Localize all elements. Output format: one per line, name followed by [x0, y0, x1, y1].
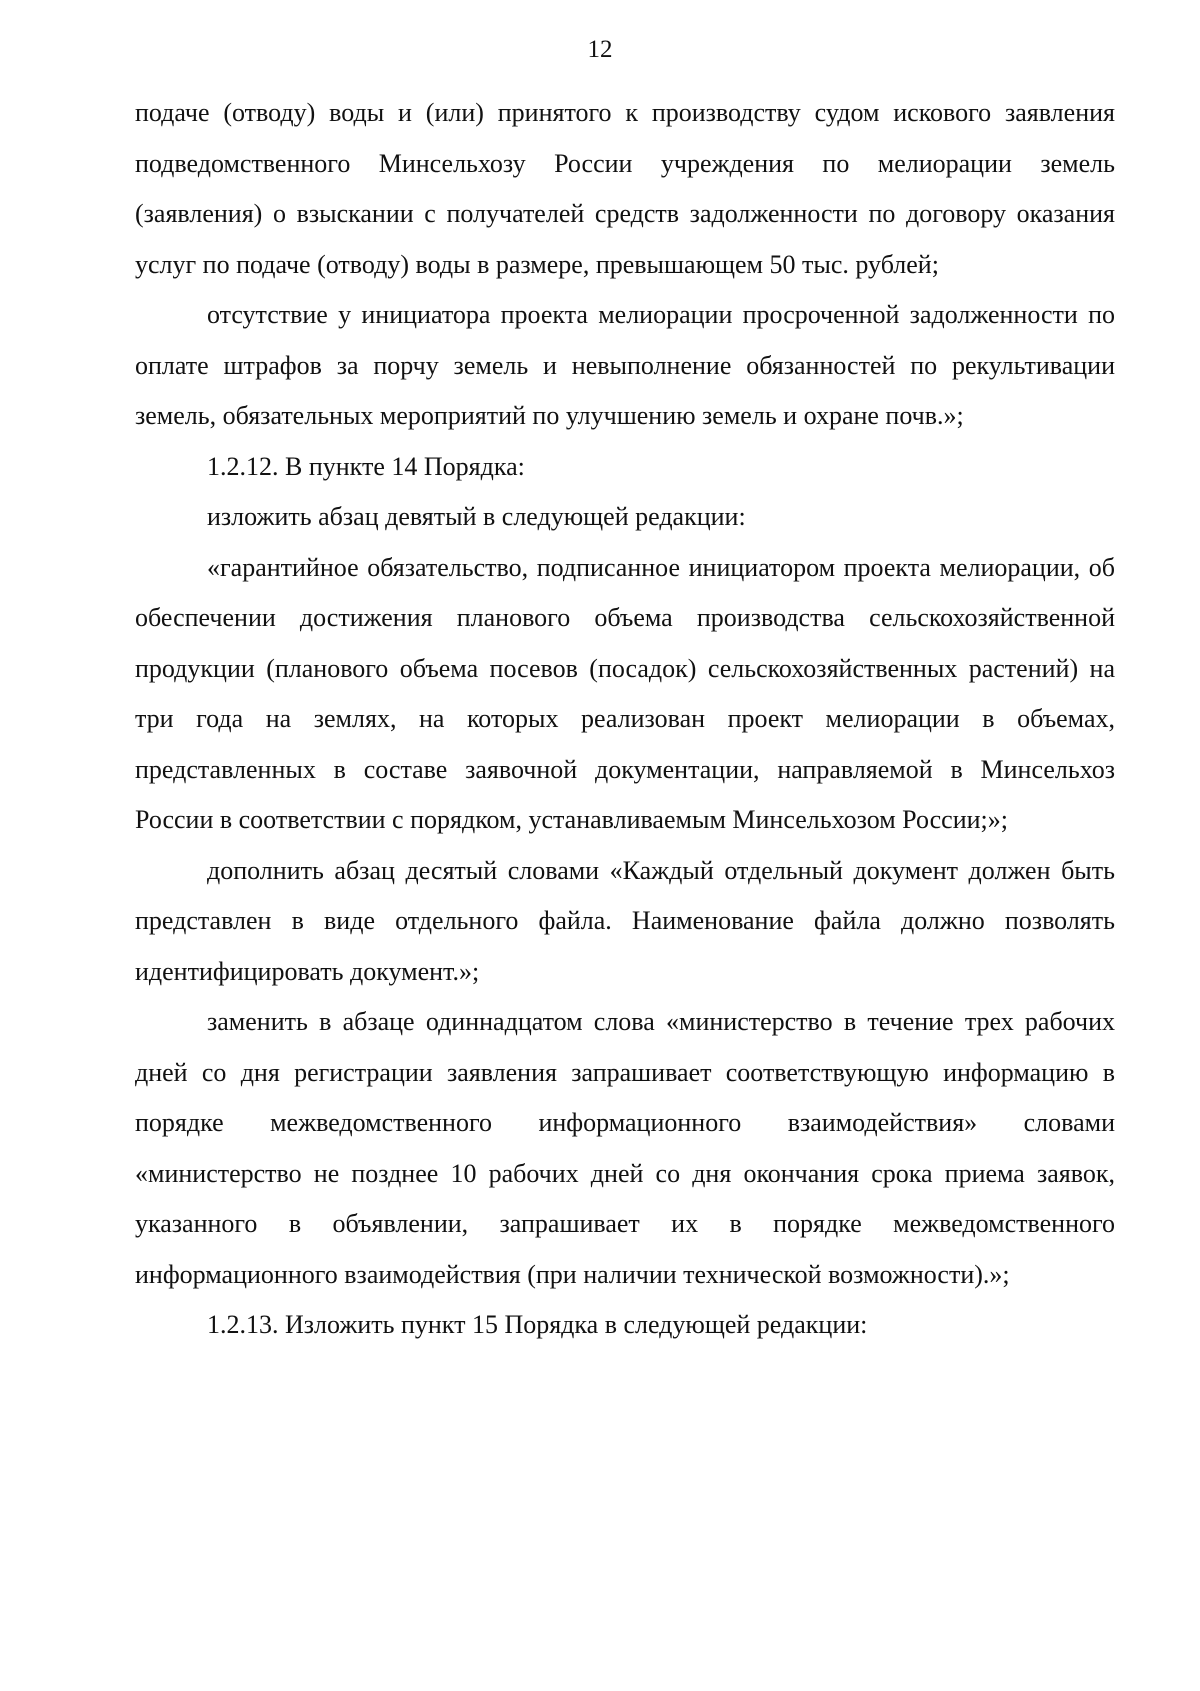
document-body: [135, 88, 1115, 1351]
paragraph-absence-of-debt: отсутствие у инициатора проекта мелиорации просроченной задолженности по оплате штрафов за порчу земель и невыполнение обязанностей по рекультивации земель, обязательных мероприятий по улучшению земель и охране почв.»;: [135, 300, 1115, 430]
paragraph-guarantee-obligation: «гарантийное обязательство, подписанное инициатором проекта мелиорации, об обеспечении достижения планового объема производства сельскохозяйственной продукции (планового объема посевов (посадок) сельскохозяйственных растений) на три года на землях, на которых реализован проект мелиорации в объемах, представленных в составе заявочной документации, направляемой в Минсельхоз России в соответствии с порядком, устанавливаемым Минсельхозом России;»;: [135, 552, 1115, 834]
paragraph-clause-1-2-12: 1.2.12. В пункте 14 Порядка:: [207, 451, 525, 481]
paragraph-amend-ninth: изложить абзац девятый в следующей редакции:: [207, 502, 746, 531]
paragraph-amend-tenth: дополнить абзац десятый словами «Каждый отдельный документ должен быть представлен в виде отдельного файла. Наименование файла должно позволять идентифицировать документ.»;: [135, 855, 1115, 986]
page-number: 12: [587, 36, 613, 63]
paragraph-amend-eleventh: заменить в абзаце одиннадцатом слова «министерство в течение трех рабочих дней со дня регистрации заявления запрашивает соответствующую информацию в порядке межведомственного информационного взаимодействия» словами «министерство не позднее 10 рабочих дней со дня окончания срока приема заявок, указанного в объявлении, запрашивает их в порядке межведомственного информационного взаимодействия (при наличии технической возможности).»;: [135, 1007, 1115, 1289]
paragraph-continuation: подаче (отводу) воды и (или) принятого к производству судом искового заявления подведомственного Минсельхозу России учреждения по мелиорации земель (заявления) о взыскании с получателей средств задолженности по договору оказания услуг по подаче (отводу) воды в размере, превышающем 50 тыс. рублей;: [135, 98, 1115, 279]
paragraph-clause-1-2-13: 1.2.13. Изложить пункт 15 Порядка в следующей редакции:: [207, 1310, 868, 1339]
